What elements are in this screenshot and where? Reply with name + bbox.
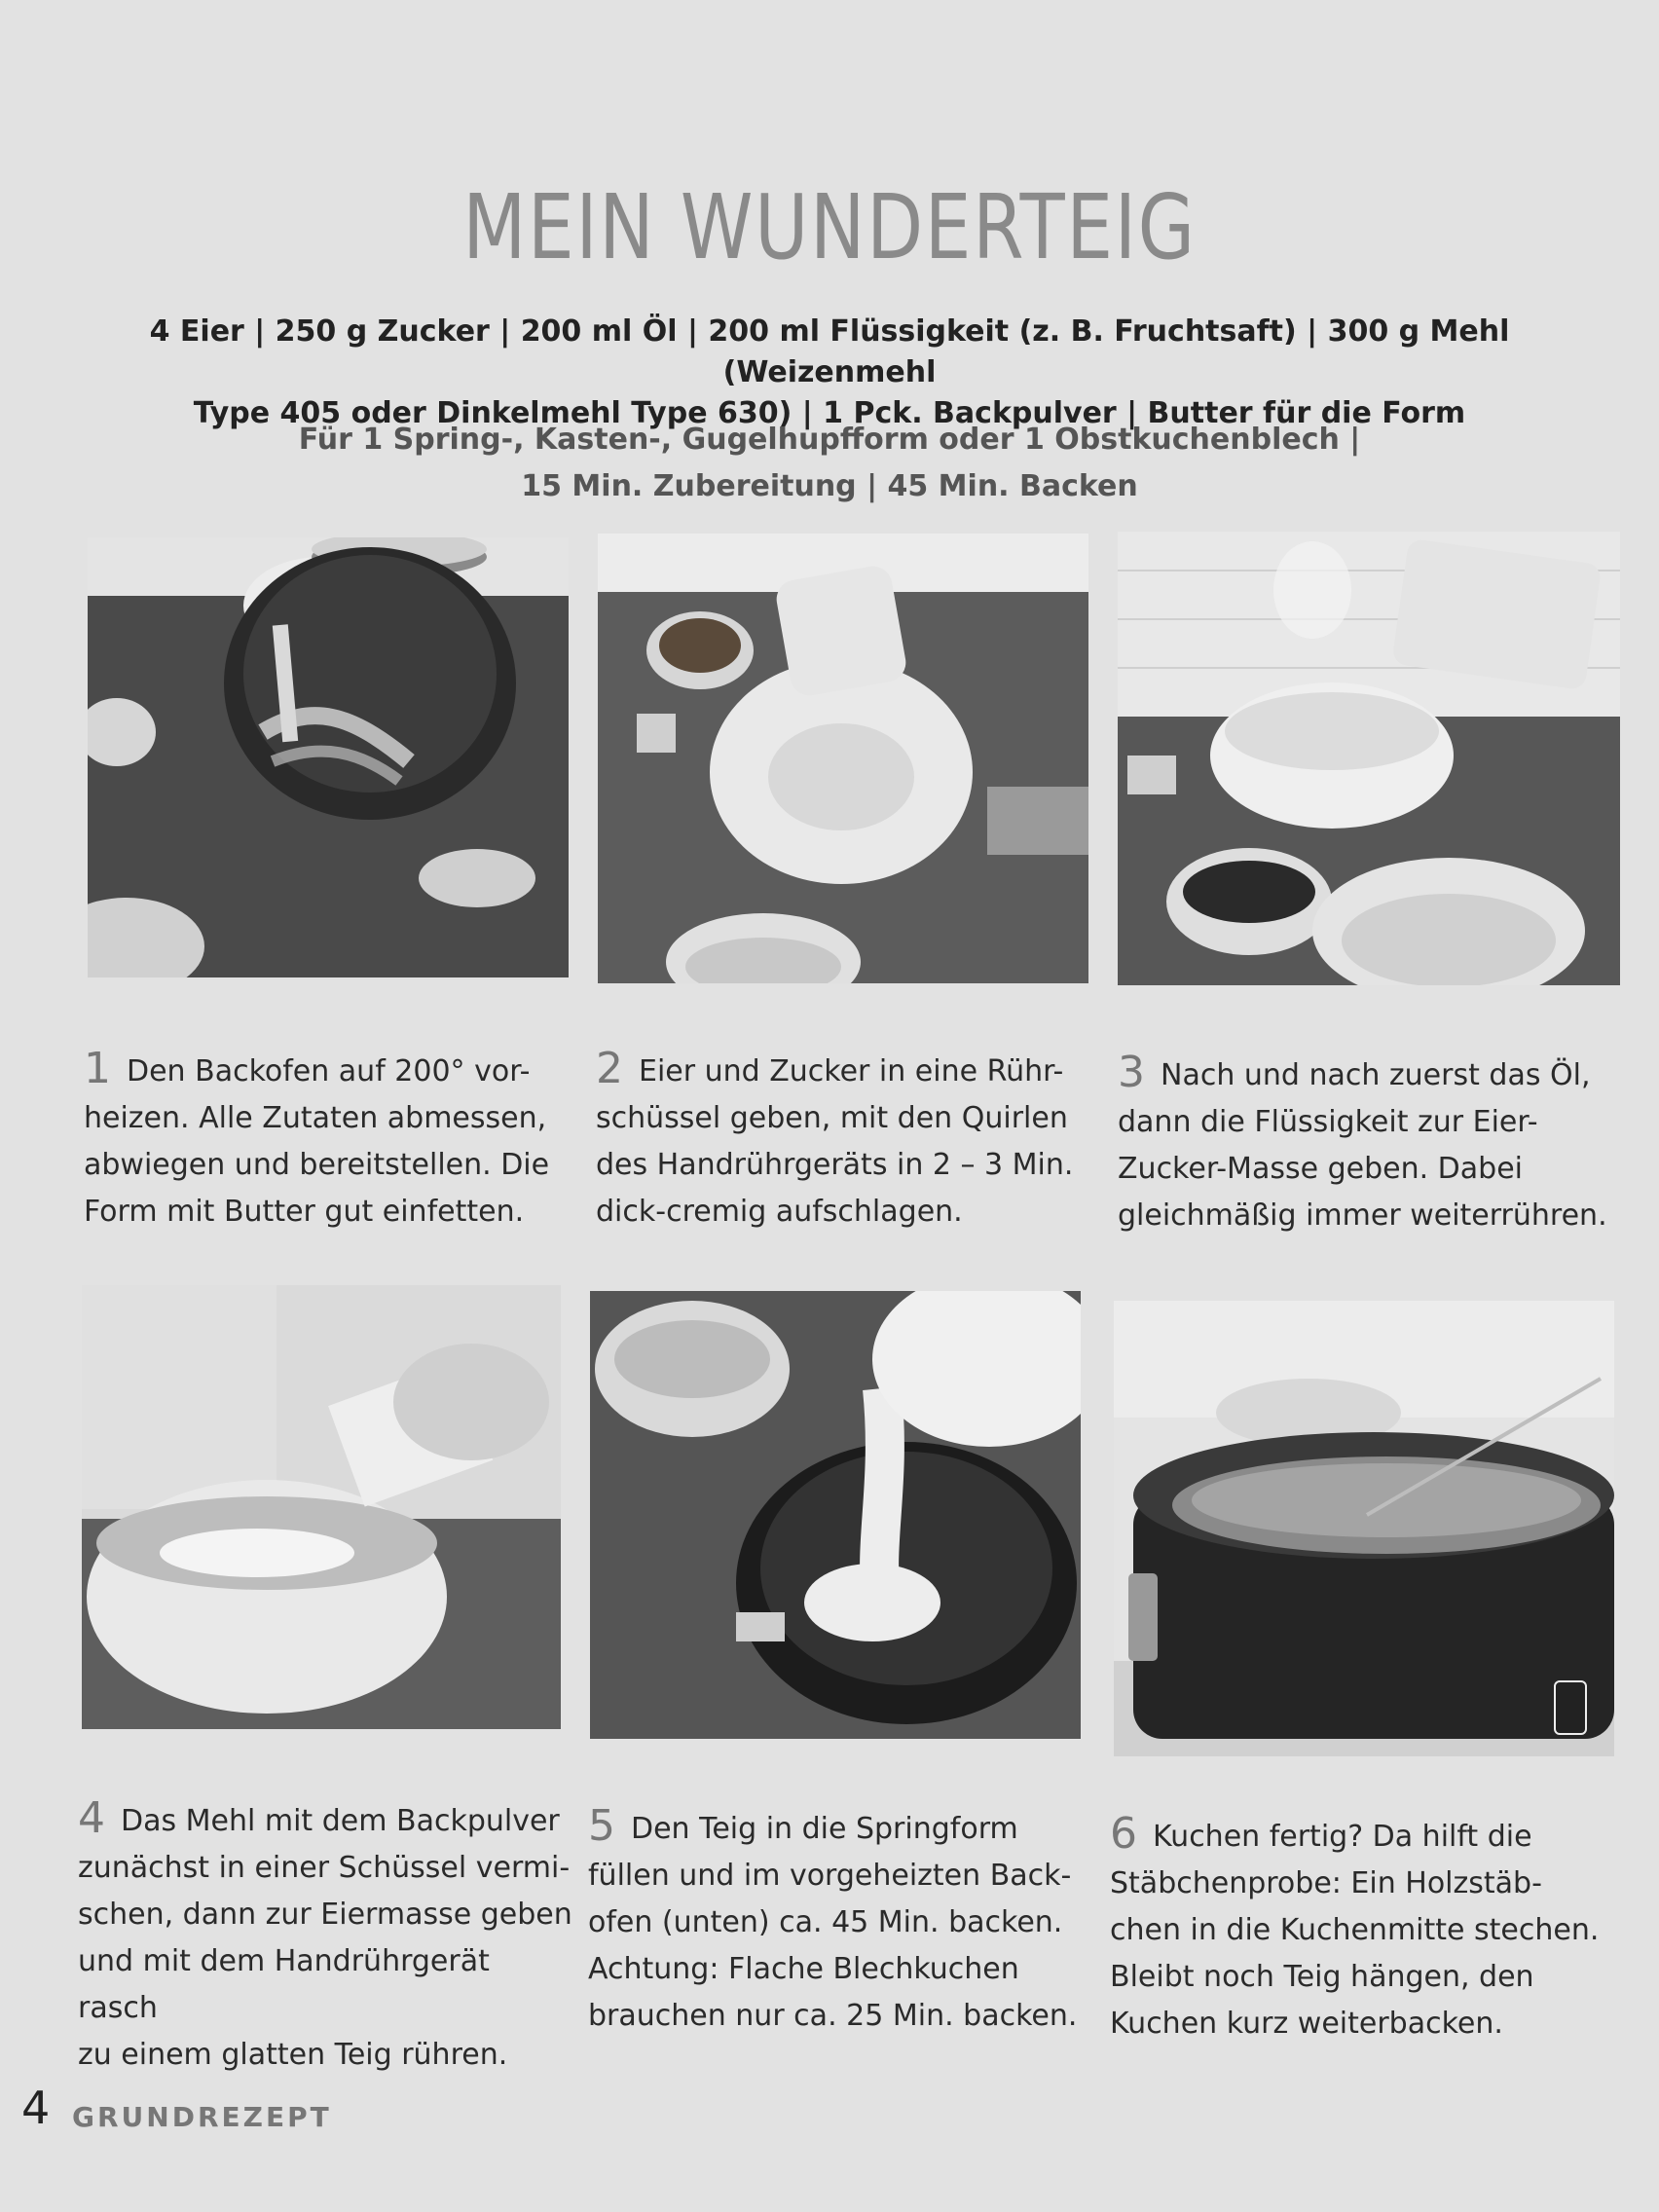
step-5-photo	[590, 1291, 1081, 1739]
recipe-meta	[97, 417, 1562, 510]
step-2-text	[596, 999, 1092, 1235]
step-number: 5	[588, 1801, 615, 1851]
step-description: Nach und nach zuerst das Öl, dann die Flüssigkeit zur Eier- Zucker-Masse geben. Dabei gleichmäßig immer weiterrühren.	[1118, 1058, 1607, 1233]
step-4-text	[78, 1749, 574, 2079]
step-3-photo	[1118, 532, 1620, 985]
step-6-text	[1110, 1764, 1626, 2047]
ingredients-line: Type 405 oder Dinkelmehl Type 630) | 1 Pck. Backpulver | Butter für die Form	[193, 396, 1466, 430]
step-number: 1	[84, 1044, 111, 1093]
step-number: 3	[1118, 1048, 1145, 1097]
step-description: Den Backofen auf 200° vor- heizen. Alle Zutaten abmessen, abwiegen und bereitstellen. Die Form mit Butter gut einfetten.	[84, 1054, 550, 1229]
step-number: 4	[78, 1793, 105, 1843]
step-number: 2	[596, 1044, 623, 1093]
section-label: GRUNDREZEPT	[72, 2101, 332, 2133]
page-title: MEIN WUNDERTEIG	[462, 175, 1197, 279]
step-4-photo	[82, 1285, 561, 1729]
meta-line: 15 Min. Zubereitung | 45 Min. Backen	[521, 469, 1138, 503]
ingredients-line: 4 Eier | 250 g Zucker | 200 ml Öl | 200 ml Flüssigkeit (z. B. Fruchtsaft) | 300 g Mehl (Weizenmehl	[149, 314, 1510, 389]
page-number: 4	[21, 2082, 51, 2134]
step-1-text	[84, 999, 571, 1235]
step-6-photo	[1114, 1301, 1614, 1756]
step-description: Kuchen fertig? Da hilft die Stäbchenprobe: Ein Holzstäb- chen in die Kuchenmitte stechen. Bleibt noch Teig hängen, den Kuchen kurz weiterbacken.	[1110, 1820, 1600, 2041]
step-5-text	[588, 1756, 1094, 2040]
camera-icon	[1554, 1680, 1587, 1735]
step-3-text	[1118, 1003, 1624, 1239]
step-1-photo	[88, 537, 569, 977]
meta-line: Für 1 Spring-, Kasten-, Gugelhupfform oder 1 Obstkuchenblech |	[298, 423, 1361, 457]
step-description: Eier und Zucker in eine Rühr- schüssel geben, mit den Quirlen des Handrührgeräts in 2 – 3 Min. dick-cremig aufschlagen.	[596, 1054, 1074, 1229]
step-description: Das Mehl mit dem Backpulver zunächst in einer Schüssel vermi- schen, dann zur Eiermasse geben und mit dem Handrührgerät rasch zu einem glatten Teig rühren.	[78, 1804, 572, 2072]
step-description: Den Teig in die Springform füllen und im vorgeheizten Back- ofen (unten) ca. 45 Min. backen. Achtung: Flache Blechkuchen brauchen nur ca. 25 Min. backen.	[588, 1812, 1078, 2033]
step-number: 6	[1110, 1809, 1137, 1859]
step-2-photo	[598, 534, 1088, 983]
